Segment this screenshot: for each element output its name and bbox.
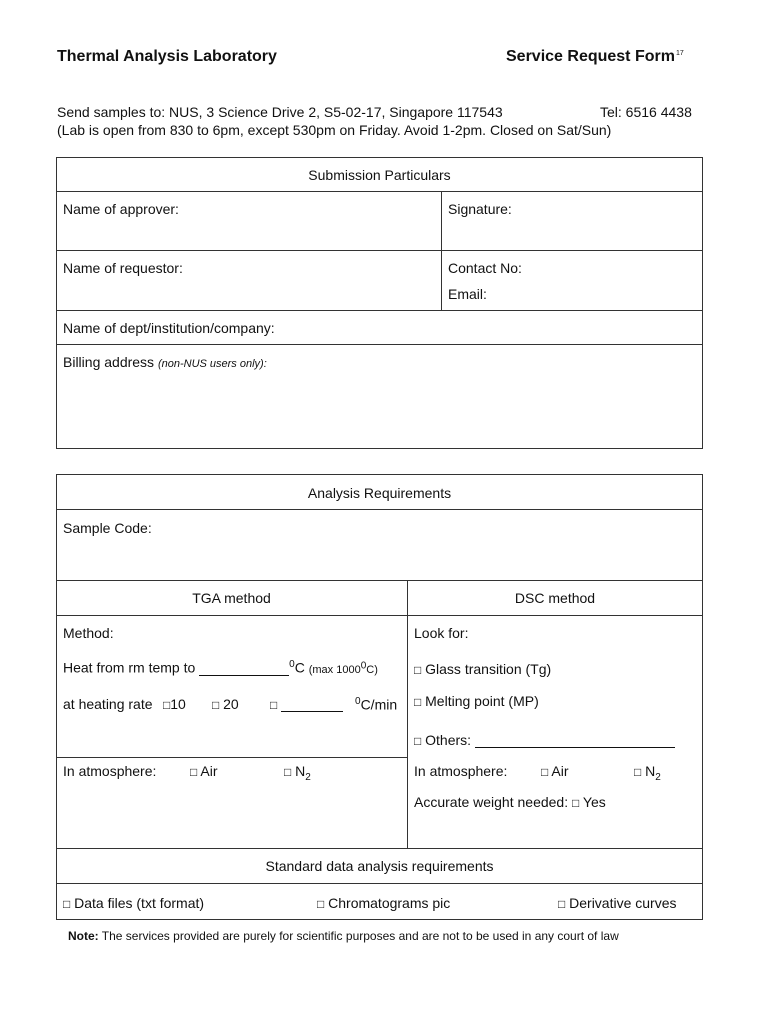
disclaimer-note: Note: The services provided are purely for scientific purposes and are not to be used in any court of law [68, 929, 619, 943]
rate-20-option[interactable]: □ 20 [212, 696, 239, 712]
approver-label: Name of approver: [63, 201, 179, 217]
signature-label: Signature: [448, 201, 512, 217]
form-title: Service Request Form$^{17}$ [506, 48, 684, 65]
custom-rate-field[interactable] [281, 697, 343, 712]
lab-hours: (Lab is open from 830 to 6pm, except 530pm on Friday. Avoid 1-2pm. Closed on Sat/Sun) [57, 122, 612, 138]
dsc-heading: DSC method [514, 590, 596, 606]
divider [56, 883, 703, 884]
checkbox-icon[interactable]: □ [63, 897, 71, 911]
data-files-option[interactable]: □ Data files (txt format) [63, 895, 205, 911]
max-temp-field[interactable] [199, 661, 289, 676]
analysis-heading: Analysis Requirements [307, 485, 452, 501]
rate-unit: $^0$C/min [355, 696, 398, 713]
divider [407, 580, 408, 848]
checkbox-icon[interactable]: □ [414, 695, 422, 709]
checkbox-icon[interactable]: □ [572, 796, 580, 810]
sample-code-label: Sample Code: [63, 520, 152, 536]
checkbox-icon[interactable]: □ [634, 765, 642, 779]
tga-method-label: Method: [63, 625, 114, 641]
send-samples-address: Send samples to: NUS, 3 Science Drive 2, S5-02-17, Singapore 117543 [57, 104, 503, 120]
divider [441, 191, 442, 310]
divider [56, 848, 703, 849]
divider [56, 509, 703, 510]
melting-point-option[interactable]: □ Melting point (MP) [414, 693, 539, 709]
divider [56, 191, 703, 192]
tga-air-option[interactable]: □ Air [190, 763, 218, 779]
divider [56, 580, 703, 581]
lab-title: Thermal Analysis Laboratory [57, 48, 277, 65]
standard-heading: Standard data analysis requirements [265, 858, 494, 874]
glass-transition-option[interactable]: □ Glass transition (Tg) [414, 661, 552, 677]
derivative-option[interactable]: □ Derivative curves [558, 895, 677, 911]
divider [56, 310, 703, 311]
submission-heading: Submission Particulars [308, 167, 451, 183]
divider [56, 615, 703, 616]
dept-label: Name of dept/institution/company: [63, 320, 275, 336]
others-field[interactable] [475, 733, 675, 748]
requestor-label: Name of requestor: [63, 260, 183, 276]
checkbox-icon[interactable]: □ [284, 765, 292, 779]
lab-telephone: Tel: 6516 4438 [600, 104, 692, 120]
divider [56, 250, 703, 251]
chromatograms-option[interactable]: □ Chromatograms pic [317, 895, 451, 911]
email-label: Email: [448, 286, 487, 302]
checkbox-icon[interactable]: □ [270, 698, 278, 712]
heating-rate-label: at heating rate [63, 696, 153, 712]
dsc-air-option[interactable]: □ Air [541, 763, 569, 779]
checkbox-icon[interactable]: □ [414, 734, 422, 748]
contact-label: Contact No: [448, 260, 522, 276]
checkbox-icon[interactable]: □ [190, 765, 198, 779]
divider [56, 344, 703, 345]
dsc-atmosphere-label: In atmosphere: [414, 763, 508, 779]
checkbox-icon[interactable]: □ [163, 698, 171, 712]
checkbox-icon[interactable]: □ [558, 897, 566, 911]
divider [56, 757, 408, 758]
checkbox-icon[interactable]: □ [541, 765, 549, 779]
tga-n2-option[interactable]: □ $N_2$ [284, 763, 311, 783]
rate-custom-option[interactable] [270, 696, 343, 712]
heat-from-line: Heat from rm temp to $^0$C (max 1000$^0$C) [63, 659, 378, 676]
others-option[interactable]: □ Others: [414, 732, 675, 748]
checkbox-icon[interactable]: □ [212, 698, 220, 712]
checkbox-icon[interactable]: □ [317, 897, 325, 911]
checkbox-icon[interactable]: □ [414, 663, 422, 677]
billing-label: Billing address (non-NUS users only): [63, 354, 267, 370]
tga-atmosphere-label: In atmosphere: [63, 763, 157, 779]
rate-10-option[interactable]: □10 [163, 696, 186, 712]
dsc-n2-option[interactable]: □ $N_2$ [634, 763, 661, 783]
tga-heading: TGA method [192, 590, 271, 606]
look-for-label: Look for: [414, 625, 469, 641]
weight-line: Accurate weight needed: □ Yes [414, 794, 606, 810]
